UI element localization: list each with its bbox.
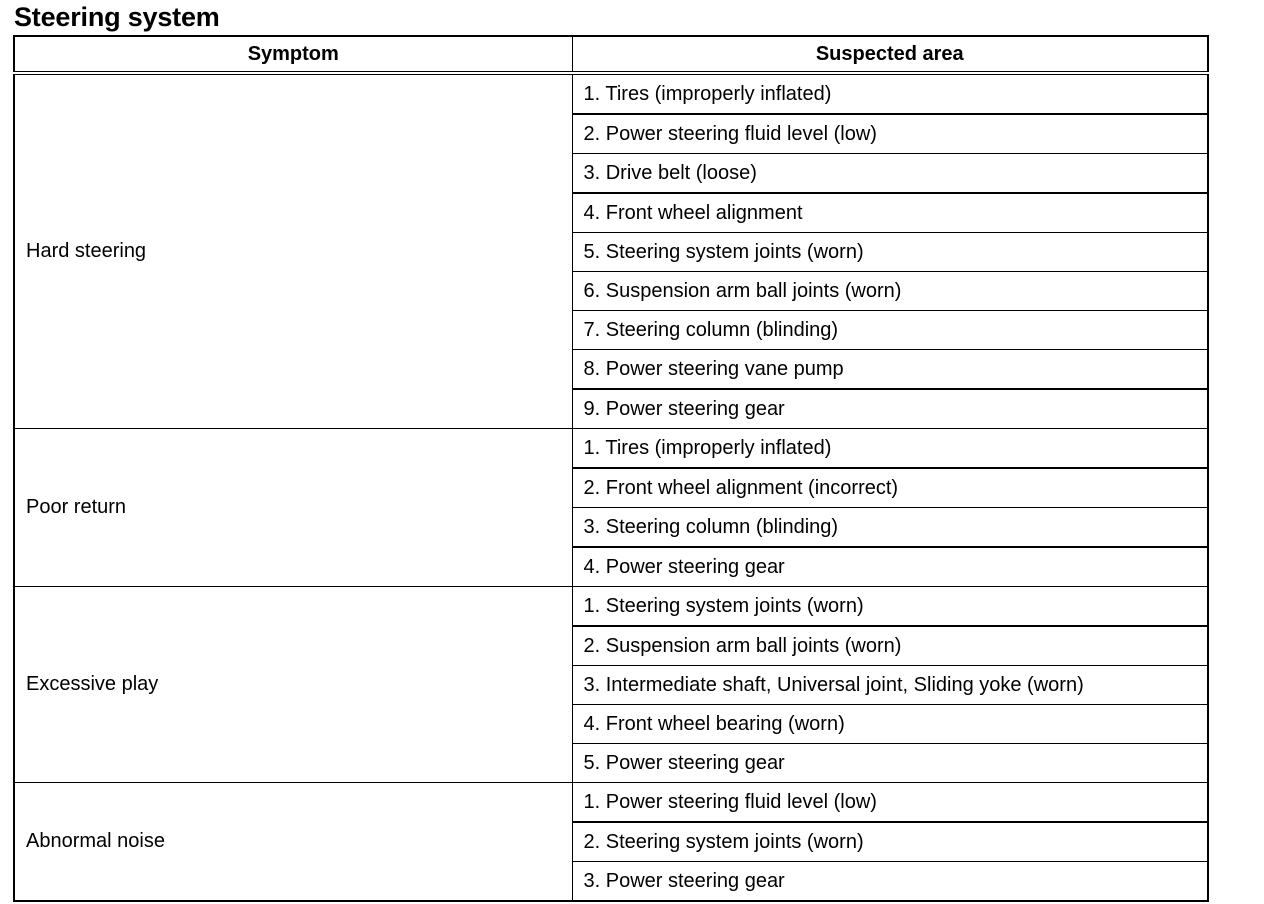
suspected-area-cell: 1. Power steering fluid level (low): [572, 783, 1208, 823]
symptom-cell: Abnormal noise: [14, 783, 572, 902]
suspected-area-cell: 3. Drive belt (loose): [572, 154, 1208, 194]
header-symptom: Symptom: [14, 36, 572, 73]
header-row: [14, 36, 1208, 73]
suspected-area-cell: 3. Intermediate shaft, Universal joint, Sliding yoke (worn): [572, 666, 1208, 705]
symptom-cell: Excessive play: [14, 587, 572, 783]
suspected-area-cell: 9. Power steering gear: [572, 389, 1208, 429]
table-row: [14, 73, 1208, 114]
suspected-area-cell: 1. Steering system joints (worn): [572, 587, 1208, 627]
suspected-area-cell: 2. Suspension arm ball joints (worn): [572, 626, 1208, 666]
suspected-area-cell: 1. Tires (improperly inflated): [572, 429, 1208, 469]
suspected-area-cell: 2. Power steering fluid level (low): [572, 114, 1208, 154]
suspected-area-cell: 4. Front wheel alignment: [572, 193, 1208, 233]
symptom-cell: Hard steering: [14, 73, 572, 429]
page-title: Steering system: [14, 2, 220, 32]
header-suspected-area: Suspected area: [572, 36, 1208, 73]
table-row: [14, 587, 1208, 627]
suspected-area-cell: 1. Tires (improperly inflated): [572, 73, 1208, 114]
suspected-area-cell: 6. Suspension arm ball joints (worn): [572, 272, 1208, 311]
symptom-cell: Poor return: [14, 429, 572, 587]
table-row: [14, 429, 1208, 469]
table-row: [14, 783, 1208, 823]
suspected-area-cell: 4. Power steering gear: [572, 547, 1208, 587]
suspected-area-cell: 2. Front wheel alignment (incorrect): [572, 468, 1208, 508]
suspected-area-cell: 2. Steering system joints (worn): [572, 822, 1208, 862]
suspected-area-cell: 5. Power steering gear: [572, 744, 1208, 783]
suspected-area-cell: 5. Steering system joints (worn): [572, 233, 1208, 272]
suspected-area-cell: 4. Front wheel bearing (worn): [572, 705, 1208, 744]
suspected-area-cell: 3. Steering column (blinding): [572, 508, 1208, 548]
suspected-area-cell: 7. Steering column (blinding): [572, 311, 1208, 350]
problem-symptoms-table: [13, 35, 1209, 902]
suspected-area-cell: 8. Power steering vane pump: [572, 350, 1208, 390]
suspected-area-cell: 3. Power steering gear: [572, 862, 1208, 902]
